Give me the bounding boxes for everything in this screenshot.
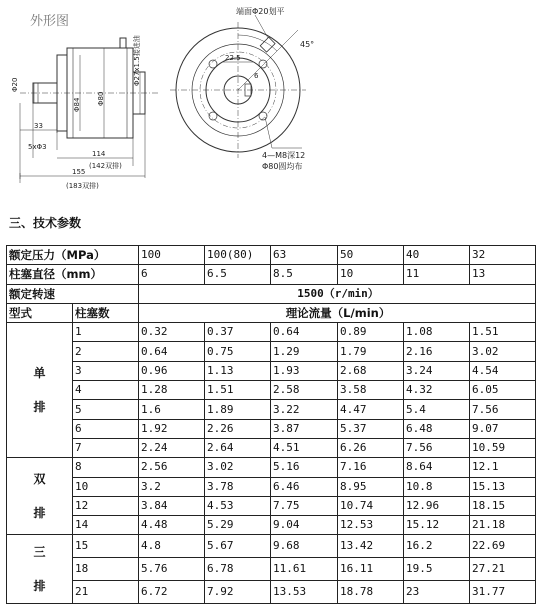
flow-cell: 0.89 (338, 323, 404, 342)
flow-cell: 9.04 (271, 516, 338, 535)
flow-cell: 1.92 (139, 419, 205, 438)
flow-cell: 5.37 (338, 419, 404, 438)
group-label-bottom: 排 (33, 579, 46, 594)
dia-cell: 6 (139, 265, 205, 284)
flow-row (7, 323, 536, 342)
flow-cell: 7.56 (470, 400, 536, 419)
rated-speed-label: 额定转速 (7, 284, 139, 303)
note-angle: 45° (300, 40, 315, 49)
flow-cell: 18.78 (338, 581, 404, 604)
rated-speed-value: 1500（r/min） (139, 284, 536, 303)
flow-row (7, 581, 536, 604)
flow-cell: 16.2 (404, 535, 470, 558)
plunger-count-cell: 3 (73, 361, 139, 380)
dim-body-dia: Φ80 (97, 91, 105, 106)
flow-cell: 5.76 (139, 558, 205, 581)
pressure-cell: 40 (404, 246, 470, 265)
flow-cell: 6.05 (470, 381, 536, 400)
flow-cell: 15.12 (404, 516, 470, 535)
dim-flange-dia: Φ84 (73, 97, 81, 112)
flow-cell: 0.37 (205, 323, 271, 342)
plunger-count-cell: 1 (73, 323, 139, 342)
flow-cell: 4.8 (139, 535, 205, 558)
flow-cell: 6.78 (205, 558, 271, 581)
group-label (7, 458, 73, 535)
flow-cell: 8.95 (338, 477, 404, 496)
flow-cell: 0.32 (139, 323, 205, 342)
dim-114: 114 (92, 150, 106, 158)
flow-cell: 8.64 (404, 458, 470, 477)
plunger-count-cell: 5 (73, 400, 139, 419)
group-label (7, 535, 73, 604)
note-holes: 4—M8深12 (262, 151, 306, 160)
row-plunger-dia (7, 265, 536, 284)
group-label-top: 双 (33, 472, 46, 487)
group-label-top: 三 (33, 545, 46, 560)
flow-cell: 18.15 (470, 496, 536, 515)
flow-cell: 1.89 (205, 400, 271, 419)
flow-cell: 3.24 (404, 361, 470, 380)
flow-cell: 3.58 (338, 381, 404, 400)
flow-cell: 3.02 (470, 342, 536, 361)
flow-row (7, 342, 536, 361)
dia-cell: 10 (338, 265, 404, 284)
flow-cell: 6.46 (271, 477, 338, 496)
dia-cell: 11 (404, 265, 470, 284)
flow-cell: 6.26 (338, 438, 404, 457)
dim-shaft-dia: Φ20 (11, 77, 19, 92)
flow-cell: 9.68 (271, 535, 338, 558)
flow-cell: 1.51 (205, 381, 271, 400)
flow-cell: 22.69 (470, 535, 536, 558)
group-label-bottom: 排 (33, 506, 46, 521)
section-title: 三、技术参数 (9, 216, 82, 230)
pressure-cell: 63 (271, 246, 338, 265)
flow-cell: 1.08 (404, 323, 470, 342)
group-label-top: 单 (33, 366, 46, 381)
dim-33: 33 (34, 122, 43, 130)
plunger-count-cell: 12 (73, 496, 139, 515)
drawing-svg (0, 0, 539, 205)
flow-cell: 15.13 (470, 477, 536, 496)
dim-142: (142双排) (89, 162, 122, 170)
flow-cell: 7.92 (205, 581, 271, 604)
flow-cell: 1.79 (338, 342, 404, 361)
flow-cell: 4.51 (271, 438, 338, 457)
flow-cell: 4.53 (205, 496, 271, 515)
plunger-count-cell: 18 (73, 558, 139, 581)
flow-cell: 1.6 (139, 400, 205, 419)
dia-cell: 13 (470, 265, 536, 284)
flow-row (7, 361, 536, 380)
flow-cell: 1.93 (271, 361, 338, 380)
flow-cell: 5.4 (404, 400, 470, 419)
flow-cell: 0.64 (271, 323, 338, 342)
flow-cell: 12.96 (404, 496, 470, 515)
flow-cell: 4.47 (338, 400, 404, 419)
flow-cell: 13.53 (271, 581, 338, 604)
pressure-cell: 100(80) (205, 246, 271, 265)
dia-cell: 8.5 (271, 265, 338, 284)
flow-row (7, 496, 536, 515)
dia-cell: 6.5 (205, 265, 271, 284)
flow-cell: 0.96 (139, 361, 205, 380)
flow-cell: 4.32 (404, 381, 470, 400)
flow-cell: 1.28 (139, 381, 205, 400)
group-label (7, 323, 73, 458)
row-type-header (7, 303, 536, 322)
plunger-count-cell: 7 (73, 438, 139, 457)
row-rated-pressure (7, 246, 536, 265)
flow-cell: 10.59 (470, 438, 536, 457)
parameters-table (6, 245, 536, 604)
flow-cell: 7.75 (271, 496, 338, 515)
flow-cell: 4.54 (470, 361, 536, 380)
flow-cell: 12.53 (338, 516, 404, 535)
dim-155: 155 (72, 168, 86, 176)
flow-cell: 5.67 (205, 535, 271, 558)
plunger-count-cell: 21 (73, 581, 139, 604)
flow-cell: 10.74 (338, 496, 404, 515)
dim-5x: 5xΦ3 (28, 143, 47, 151)
flow-cell: 12.1 (470, 458, 536, 477)
flow-cell: 3.78 (205, 477, 271, 496)
flow-cell: 2.24 (139, 438, 205, 457)
flow-cell: 1.51 (470, 323, 536, 342)
flow-cell: 3.2 (139, 477, 205, 496)
outline-drawing (0, 0, 539, 205)
flow-cell: 4.48 (139, 516, 205, 535)
flow-cell: 0.64 (139, 342, 205, 361)
flow-cell: 9.07 (470, 419, 536, 438)
flow-cell: 2.64 (205, 438, 271, 457)
figure-label: 外形图 (30, 14, 70, 29)
flow-cell: 7.56 (404, 438, 470, 457)
flow-row (7, 419, 536, 438)
pressure-cell: 32 (470, 246, 536, 265)
flow-cell: 2.56 (139, 458, 205, 477)
flow-cell: 2.16 (404, 342, 470, 361)
group-label-bottom: 排 (33, 400, 46, 415)
side-view (170, 15, 306, 158)
flow-cell: 23 (404, 581, 470, 604)
flow-cell: 2.58 (271, 381, 338, 400)
flow-row (7, 400, 536, 419)
flow-cell: 3.84 (139, 496, 205, 515)
flow-cell: 11.61 (271, 558, 338, 581)
flow-cell: 3.22 (271, 400, 338, 419)
flow-row (7, 516, 536, 535)
plunger-count-cell: 10 (73, 477, 139, 496)
flow-cell: 5.16 (271, 458, 338, 477)
dim-key-depth: 6 (254, 72, 259, 80)
plunger-count-cell: 6 (73, 419, 139, 438)
plunger-count-cell: 14 (73, 516, 139, 535)
plunger-count-cell: 2 (73, 342, 139, 361)
flow-cell: 6.72 (139, 581, 205, 604)
flow-cell: 21.18 (470, 516, 536, 535)
flow-cell: 2.26 (205, 419, 271, 438)
dim-183: (183双排) (66, 182, 99, 190)
dim-port-thread: Φ27x1.5接进油 (133, 35, 141, 86)
dim-key-width: 22.5 (225, 54, 241, 62)
plunger-count-cell: 4 (73, 381, 139, 400)
plunger-count-cell: 8 (73, 458, 139, 477)
row-rated-speed (7, 284, 536, 303)
plunger-count-label: 柱塞数 (73, 303, 139, 322)
flow-cell: 10.8 (404, 477, 470, 496)
flow-cell: 3.02 (205, 458, 271, 477)
rated-pressure-label: 额定压力（MPa） (7, 246, 139, 265)
plunger-count-cell: 15 (73, 535, 139, 558)
note-pcd: Φ80圆均布 (262, 162, 303, 171)
flow-cell: 1.13 (205, 361, 271, 380)
flow-cell: 5.29 (205, 516, 271, 535)
flow-row (7, 381, 536, 400)
flow-cell: 13.42 (338, 535, 404, 558)
pressure-cell: 100 (139, 246, 205, 265)
pressure-cell: 50 (338, 246, 404, 265)
plunger-dia-label: 柱塞直径（mm） (7, 265, 139, 284)
flow-cell: 0.75 (205, 342, 271, 361)
flow-cell: 2.68 (338, 361, 404, 380)
flow-cell: 7.16 (338, 458, 404, 477)
flow-cell: 16.11 (338, 558, 404, 581)
flow-cell: 27.21 (470, 558, 536, 581)
flow-label: 理论流量（L/min） (139, 303, 536, 322)
flow-cell: 31.77 (470, 581, 536, 604)
flow-rows (7, 323, 536, 604)
flow-row (7, 535, 536, 558)
flow-row (7, 438, 536, 457)
flow-cell: 3.87 (271, 419, 338, 438)
type-label: 型式 (7, 303, 73, 322)
flow-cell: 19.5 (404, 558, 470, 581)
flow-row (7, 558, 536, 581)
flow-row (7, 477, 536, 496)
flow-row (7, 458, 536, 477)
flow-cell: 1.29 (271, 342, 338, 361)
note-face: 端面Φ20划平 (236, 7, 285, 16)
flow-cell: 6.48 (404, 419, 470, 438)
